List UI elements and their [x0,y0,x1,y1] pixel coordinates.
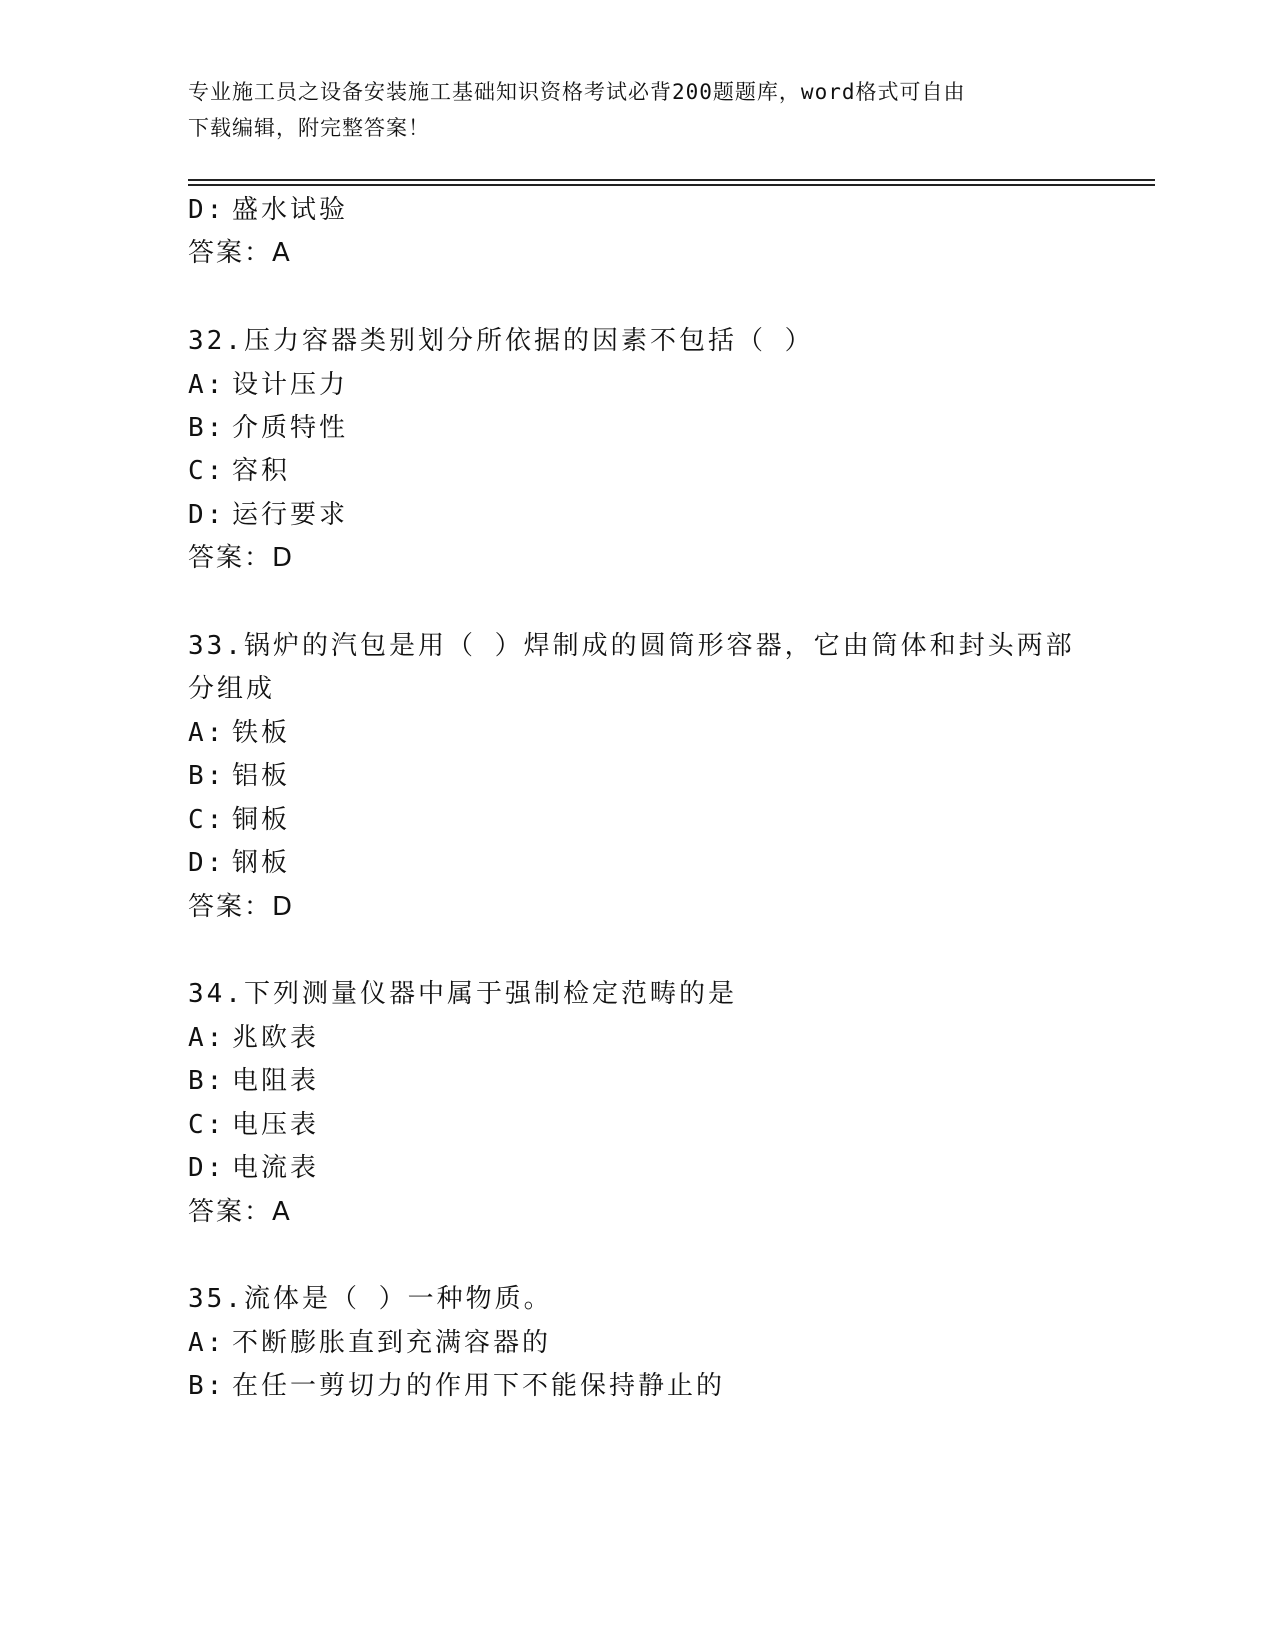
question-stem: 35.流体是（ ）一种物质。 [188,1284,553,1314]
question-stem: 32.压力容器类别划分所依据的因素不包括（ ） [188,326,814,356]
option-letter: D: [188,1153,226,1183]
answer-line: 答案：A [188,1197,292,1227]
header-divider-bottom [188,184,1155,186]
document-title [188,74,1068,146]
option-letter: C: [188,1110,226,1140]
option-letter: A: [188,1328,226,1358]
option-letter: B: [188,761,226,791]
option-letter: A: [188,370,226,400]
question-stem-continued: 分组成 [188,674,276,704]
header-divider-top [188,179,1155,181]
option-text: 电压表 [232,1110,320,1140]
option-line [188,454,290,488]
option-line [188,1108,319,1142]
option-letter: D: [188,500,226,530]
answer-line: 答案：D [188,543,295,573]
option-line [188,846,290,880]
option-text: 运行要求 [232,500,349,530]
option-text: 盛水试验 [232,195,349,225]
question-stem: 34.下列测量仪器中属于强制检定范畴的是 [188,979,737,1009]
option-text: 电流表 [232,1153,320,1183]
option-text: 兆欧表 [232,1023,320,1053]
option-text: 钢板 [232,848,291,878]
option-line [188,193,348,227]
title-line-2: 下载编辑，附完整答案！ [188,116,430,140]
option-text: 铝板 [232,761,291,791]
option-line [188,759,290,793]
option-text: 设计压力 [232,370,349,400]
option-text: 不断膨胀直到充满容器的 [232,1328,552,1358]
option-letter: D: [188,195,226,225]
question-stem: 33.锅炉的汽包是用（ ）焊制成的圆筒形容器，它由筒体和封头两部 [188,631,1075,661]
option-line [188,1064,319,1098]
option-line [188,1151,319,1185]
option-text: 铁板 [232,718,291,748]
option-text: 电阻表 [232,1066,320,1096]
option-line [188,1326,551,1360]
option-letter: C: [188,456,226,486]
option-line [188,368,348,402]
option-line [188,1021,319,1055]
option-letter: A: [188,1023,226,1053]
option-letter: B: [188,1371,226,1401]
option-text: 介质特性 [232,413,349,443]
option-line [188,716,290,750]
option-text: 在任一剪切力的作用下不能保持静止的 [232,1371,726,1401]
title-line-1: 专业施工员之设备安装施工基础知识资格考试必背200题题库，word格式可自由 [188,80,966,104]
option-line [188,803,290,837]
option-letter: B: [188,413,226,443]
option-letter: D: [188,848,226,878]
option-letter: B: [188,1066,226,1096]
option-letter: A: [188,718,226,748]
option-line [188,498,348,532]
option-line [188,1369,725,1403]
option-line [188,411,348,445]
option-text: 容积 [232,456,291,486]
option-text: 铜板 [232,805,291,835]
answer-line: 答案：A [188,238,292,268]
option-letter: C: [188,805,226,835]
answer-line: 答案：D [188,892,295,922]
